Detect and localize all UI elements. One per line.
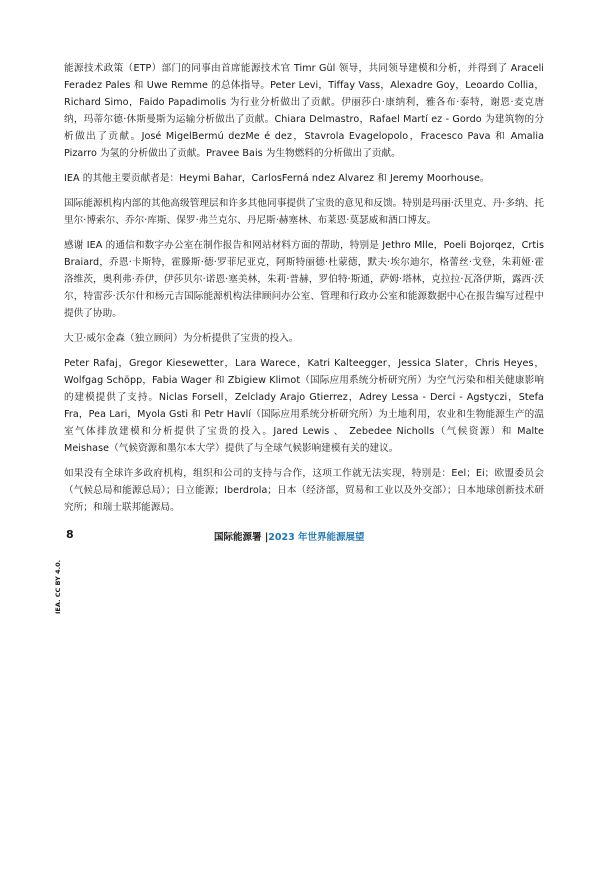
paragraph-consultant: 大卫·威尔金森（独立顾问）为分析提供了宝贵的投入。 (64, 333, 299, 344)
paragraph-senior-management: 国际能源机构内部的其他高级管理层和许多其他同事提供了宝贵的意见和反馈。特别是玛丽·沃里克、丹·多纳、托里尔·博索尔、乔尔·库斯、保罗·弗兰克尔、丹尼斯·赫塞林、布莱恩·莫瑟威和酒口博友。 (64, 198, 544, 226)
footer-publisher: 国际能源署 (214, 532, 262, 543)
paragraph-etp-team: 能源技术政策（ETP）部门的同事由首席能源技术官 Timr Gül 领导，共同领导建模和分析，并得到了 Araceli Feradez Pales 和 Uwe Remme 的总体指导。Peter Levi，Tiffay Vass，Alexadre Goy，Leoardo Collia，Richard Simo，Faido Papadimolis 为行业分析做出了贡献。伊丽莎白·康纳利，雅各布·泰特，谢恩·麦克唐纳，玛蒂尔德·休斯曼斯为运输分析做出了贡献。Chiara Delmastro，Rafael Martí ez - Gordo 为建筑物的分析做出了贡献。José MigelBermú dezMe é dez，Stavrola Evagelopolo，Fracesco Pava 和 Amalia Pizarro 为氢的分析做出了贡献。Pravee Bais 为生物燃料的分析做出了贡献。 (64, 63, 544, 159)
footer-title (214, 529, 365, 543)
license-text: IEA. CC BY 4.0. (54, 559, 62, 614)
paragraph-communications: 感谢 IEA 的通信和数字办公室在制作报告和网站材料方面的帮助，特别是 Jethro Mlle，Poeli Bojorqez，Crtis Braiard，乔恩·卡斯特，霍滕斯·德·罗菲尼亚克，阿斯特丽德·杜蒙德，默夫·埃尔迪尔，格蕾丝·戈登，朱莉娅·霍洛维茨，奥利弗·乔伊，伊莎贝尔·诺恩·塞美林，朱莉·普赫，罗伯特·斯通，萨姆·塔林，克拉拉·瓦洛伊斯，露西·沃尔，特雷莎·沃尔什和杨元吉国际能源机构法律顾问办公室、管理和行政办公室和能源数据中心在报告编写过程中提供了协助。 (64, 240, 544, 319)
license-note (52, 552, 66, 622)
page-number: 8 (66, 528, 74, 541)
main-text (64, 60, 544, 524)
paragraph-iiasa: Peter Rafaj，Gregor Kiesewetter，Lara Warece，Katri Kalteegger，Jessica Slater，Chris Heyes，Wolfgag Schöpp，Fabia Wager 和 Zbigiew Klimot（国际应用系统分析研究所）为空气污染和相关健康影响的建模提供了支持。Niclas Forsell，Zelclady Arajo Gtierrez，Adrey Lessa - Derci - Agstyczi，Stefa Fra，Pea Lari，Myola Gsti 和 Petr Havlí（国际应用系统分析研究所）为土地利用，农业和生物能源生产的温室气体排放建模和分析提供了宝贵的投入。Jared Lewis 、 Zebedee Nicholls（气候资源）和 Malte Meishase（气候资源和墨尔本大学）提供了与全球气候影响建模有关的建议。 (64, 358, 544, 454)
page-footer (64, 528, 544, 544)
paragraph-other-contributors: IEA 的其他主要贡献者是：Heymi Bahar，CarlosFerná ndez Alvarez 和 Jeremy Moorhouse。 (64, 173, 490, 184)
paragraph-governments: 如果没有全球许多政府机构，组织和公司的支持与合作，这项工作就无法实现，特别是：Eel；Ei；欧盟委员会（气候总局和能源总局）；日立能源；Iberdrola；日本（经济部，贸易和工业以及外交部）；日本地球创新技术研究所；和瑞士联邦能源局。 (64, 468, 544, 513)
footer-separator: | (261, 532, 269, 543)
footer-report-title: 2023 年世界能源展望 (268, 532, 365, 543)
